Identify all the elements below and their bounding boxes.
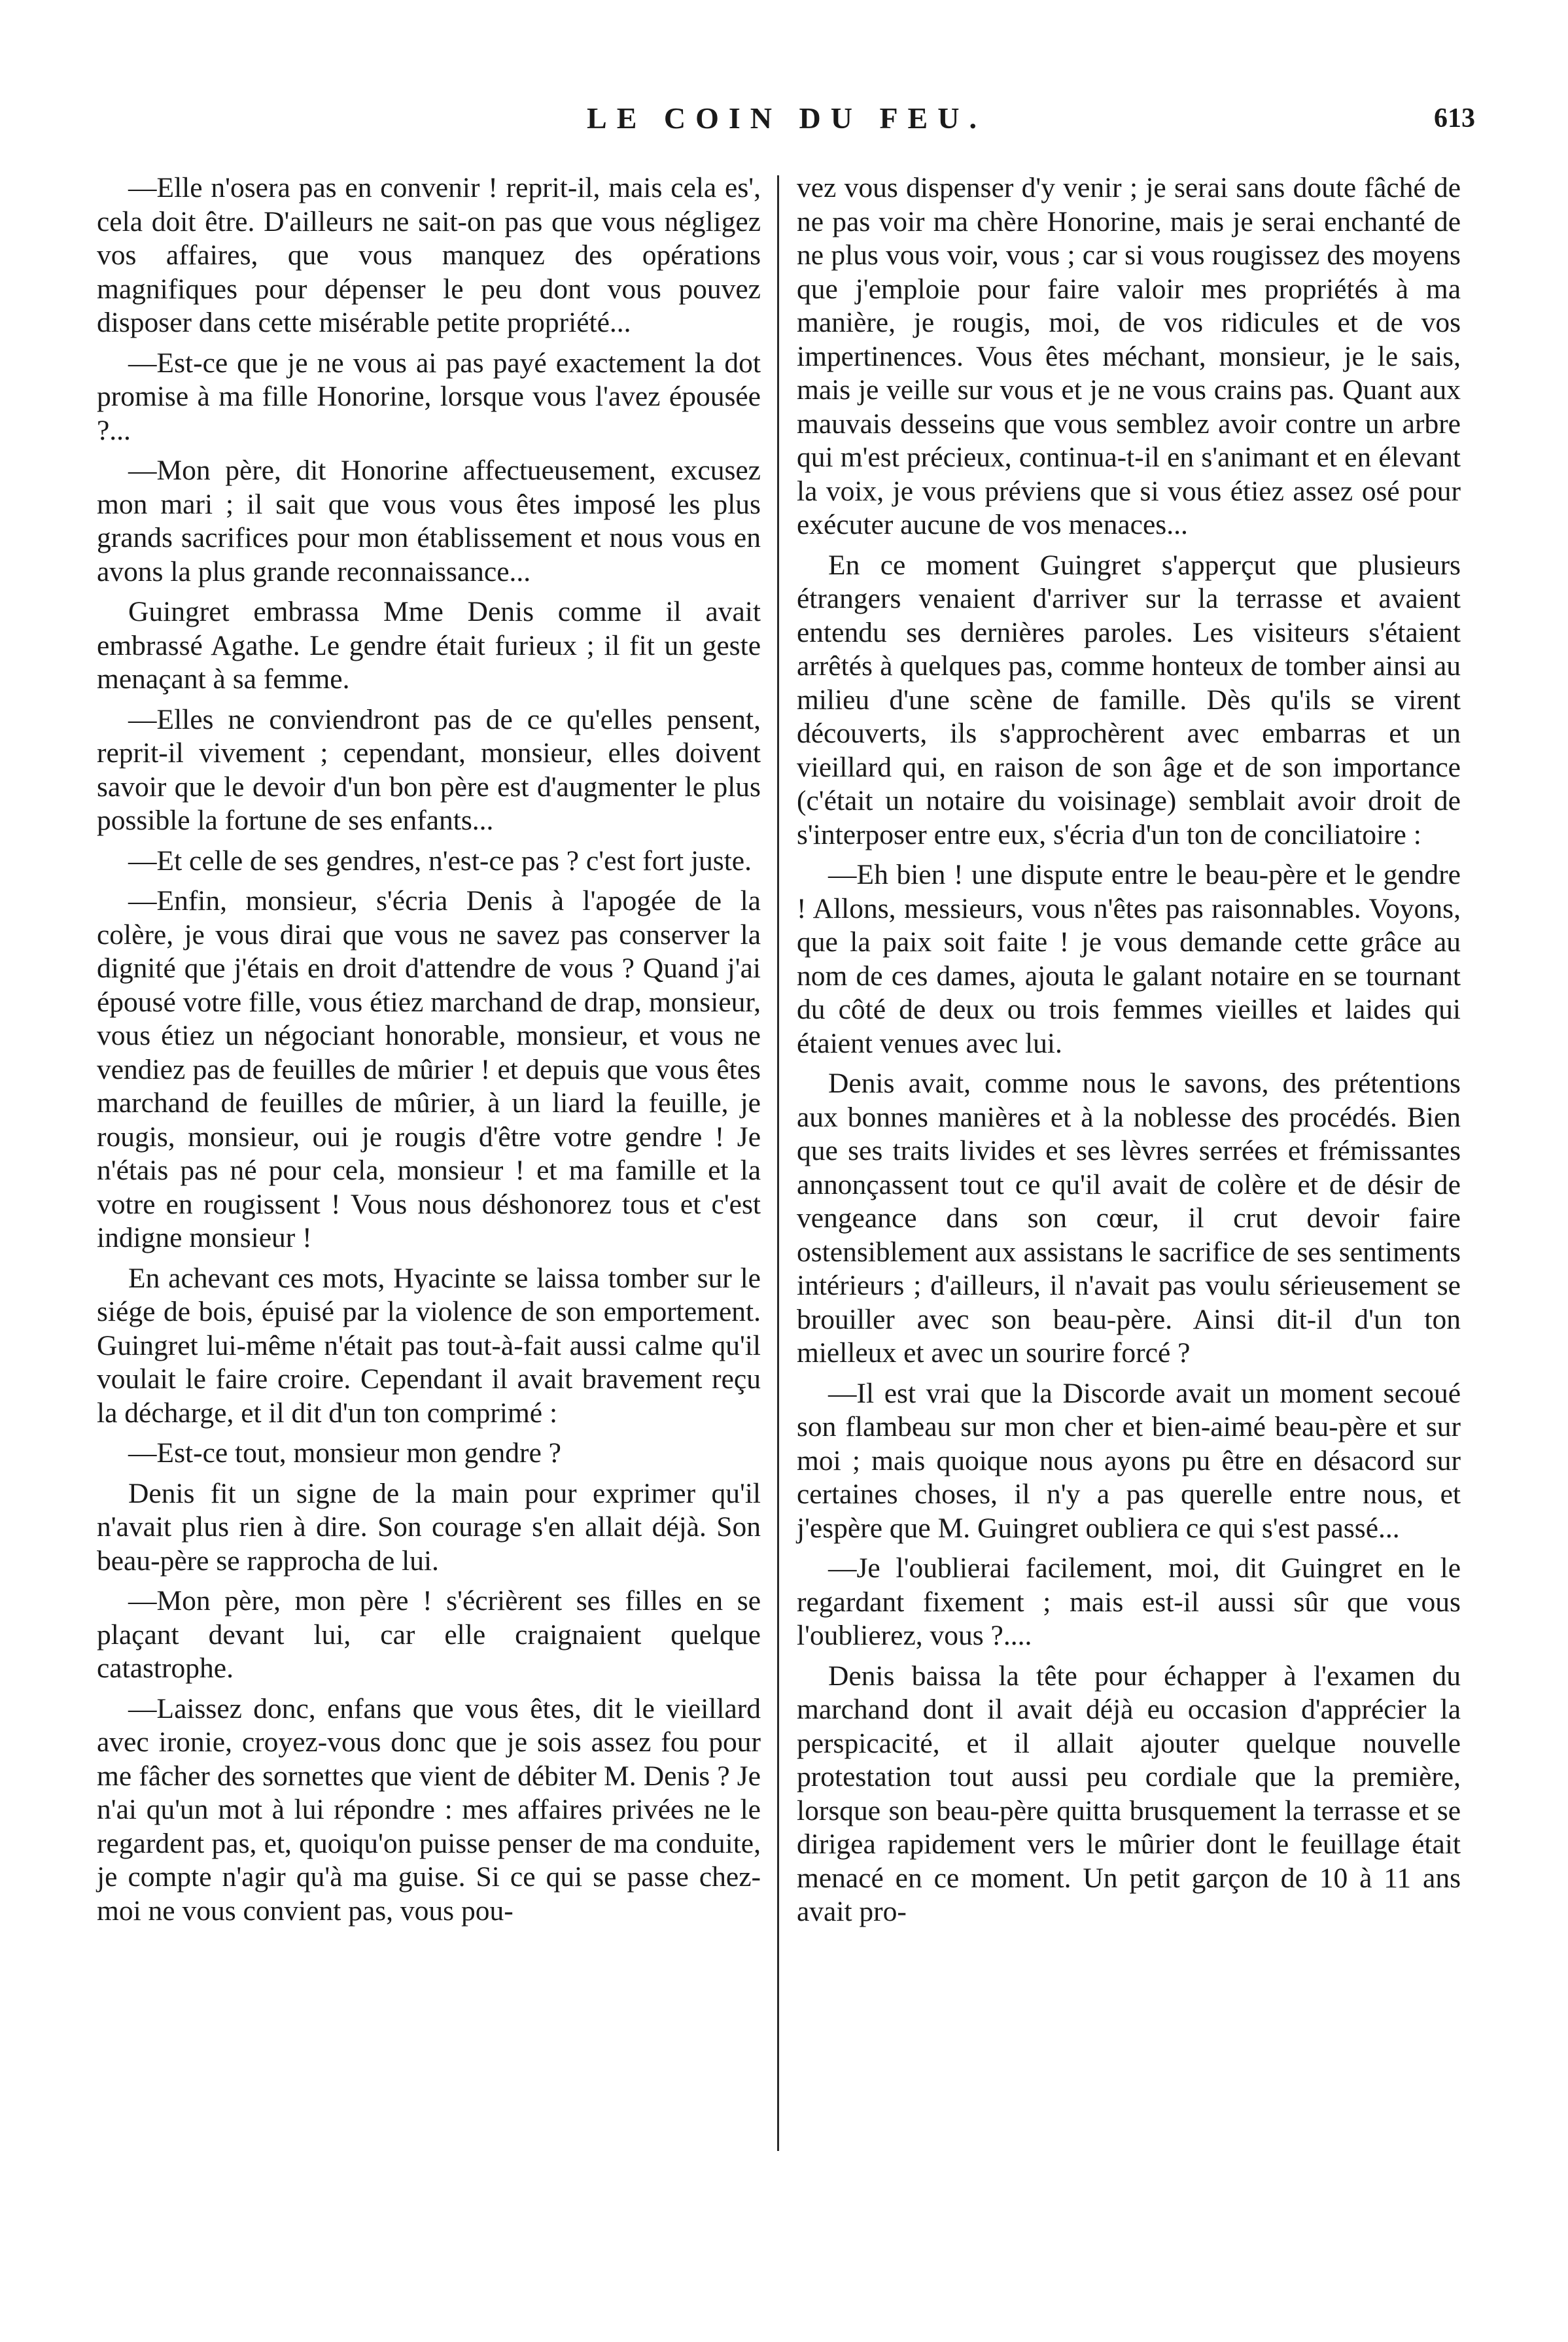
paragraph: —Elles ne conviendront pas de ce qu'elles pensent, reprit-il vivement ; cependant, monsieur, elles doivent savoir que le devoir d'un bon père est d'augmenter le plus possible la fortune de ses enfants... xyxy=(97,703,761,836)
paragraph: —Enfin, monsieur, s'écria Denis à l'apogée de la colère, je vous dirai que vous ne savez pas conserver la dignité que j'étais en droit d'attendre de vous ? Quand j'ai épousé votre fille, vous étiez marchand de drap, monsieur, vous étiez un négociant honorable, monsieur, et vous ne vendiez pas de feuilles de mûrier ! et depuis que vous êtes marchand de feuilles de mûrier, à un liard la feuille, je rougis, monsieur, oui je rougis d'être votre gendre ! Je n'étais pas né pour cela, monsieur ! et ma famille et la votre en rougissent ! Vous nous déshonorez tous et c'est indigne monsieur ! xyxy=(97,885,761,1253)
running-title: LE COIN DU FEU. xyxy=(587,101,986,135)
page-number: 613 xyxy=(1434,103,1475,133)
paragraph: —Laissez donc, enfans que vous êtes, dit le vieillard avec ironie, croyez-vous donc que je sois assez fou pour me fâcher des sornettes que vient de débiter M. Denis ? Je n'ai qu'un mot à lui répondre : mes affaires privées ne le regardent pas, et, quoiqu'on puisse penser de ma conduite, je compte n'agir qu'à ma guise. Si ce qui se passe chez-moi ne vous convient pas, vous pou- xyxy=(97,1692,761,1927)
paragraph: —Est-ce que je ne vous ai pas payé exactement la dot promise à ma fille Honorine, lorsque vous l'avez épousée ?... xyxy=(97,347,761,446)
paragraph: Denis baissa la tête pour échapper à l'examen du marchand dont il avait déjà eu occasion d'apprécier la perspicacité, et il allait ajouter quelque nouvelle protestation tout aussi peu cordiale que la première, lorsque son beau-père quitta brusquement la terrasse et se dirigea rapidement vers le mûrier dont le feuillage était menacé en ce moment. Un petit garçon de 10 à 11 ans avait pro- xyxy=(797,1660,1461,1927)
page-header xyxy=(98,96,1475,141)
left-column xyxy=(97,171,761,1934)
paragraph: Denis avait, comme nous le savons, des prétentions aux bonnes manières et à la noblesse des procédés. Bien que ses traits livides et ses lèvres serrées et frémissantes annonçassent tout ce qu'il avait de colère et de désir de vengeance dans son cœur, il crut devoir faire ostensiblement aux assistans le sacrifice de ses sentiments intérieurs ; d'ailleurs, il n'avait pas voulu sérieusement se brouiller avec son beau-père. Ainsi dit-il d'un ton mielleux et avec un sourire forcé ? xyxy=(797,1068,1461,1369)
paragraph: —Elle n'osera pas en convenir ! reprit-il, mais cela es', cela doit être. D'ailleurs ne sait-on pas que vous négligez vos affaires, que vous manquez des opérations magnifiques pour dépenser le peu dont vous pouvez disposer dans cette misérable petite propriété... xyxy=(97,172,761,338)
column-divider xyxy=(777,175,779,2151)
right-column xyxy=(797,171,1461,1936)
paragraph: —Est-ce tout, monsieur mon gendre ? xyxy=(128,1437,561,1469)
paragraph: Denis fit un signe de la main pour exprimer qu'il n'avait plus rien à dire. Son courage s'en allait déjà. Son beau-père se rapprocha de lui. xyxy=(97,1477,761,1577)
paragraph: —Mon père, mon père ! s'écrièrent ses filles en se plaçant devant lui, car elle craignaient quelque catastrophe. xyxy=(97,1585,761,1684)
paragraph: —Je l'oublierai facilement, moi, dit Guingret en le regardant fixement ; mais est-il aussi sûr que vous l'oublierez, vous ?.... xyxy=(797,1552,1461,1651)
paragraph: —Mon père, dit Honorine affectueusement, excusez mon mari ; il sait que vous vous êtes imposé les plus grands sacrifices pour mon établissement et nous vous en avons la plus grande reconnaissance... xyxy=(97,455,761,587)
paragraph: En ce moment Guingret s'apperçut que plusieurs étrangers venaient d'arriver sur la terrasse et avaient entendu ses dernières paroles. Les visiteurs s'étaient arrêtés à quelques pas, comme honteux de tomber ainsi au milieu d'une scène de famille. Dès qu'ils se virent découverts, ils s'approchèrent avec embarras et un vieillard qui, en raison de son âge et de son importance (c'était un notaire du voisinage) semblait avoir droit de s'interposer entre eux, s'écria d'un ton de conciliatoire : xyxy=(797,549,1461,850)
paragraph: —Eh bien ! une dispute entre le beau-père et le gendre ! Allons, messieurs, vous n'êtes pas raisonnables. Voyons, que la paix soit faite ! je vous demande cette grâce au nom de ces dames, ajouta le galant notaire en se tournant du côté de deux ou trois femmes vieilles et laides qui étaient venues avec lui. xyxy=(797,859,1461,1059)
paragraph: —Et celle de ses gendres, n'est-ce pas ? c'est fort juste. xyxy=(128,845,752,877)
paragraph: —Il est vrai que la Discorde avait un moment secoué son flambeau sur mon cher et bien-aimé beau-père et sur moi ; mais quoique nous ayons pu être en désacord sur certaines choses, il n'y a pas querelle entre nous, et j'espère que M. Guingret oubliera ce qui s'est passé... xyxy=(797,1377,1461,1544)
paragraph: En achevant ces mots, Hyacinte se laissa tomber sur le siége de bois, épuisé par la violence de son emportement. Guingret lui-même n'était pas tout-à-fait aussi calme qu'il voulait le faire croire. Cependant il avait bravement reçu la décharge, et il dit d'un ton comprimé : xyxy=(97,1262,761,1429)
paragraph: vez vous dispenser d'y venir ; je serai sans doute fâché de ne pas voir ma chère Honorine, mais je serai enchanté de ne plus vous voir, vous ; car si vous rougissez des moyens que j'emploie pour faire valoir mes propriétés à ma manière, je rougis, moi, de vos ridicules et de vos impertinences. Vous êtes méchant, monsieur, je le sais, mais je veille sur vous et je ne vous crains pas. Quant aux mauvais desseins que vous semblez avoir contre un arbre qui m'est précieux, continua-t-il en s'animant et en élevant la voix, je vous préviens que si vous étiez assez osé pour exécuter aucune de vos menaces... xyxy=(797,172,1461,540)
paragraph: Guingret embrassa Mme Denis comme il avait embrassé Agathe. Le gendre était furieux ; il fit un geste menaçant à sa femme. xyxy=(97,596,761,695)
